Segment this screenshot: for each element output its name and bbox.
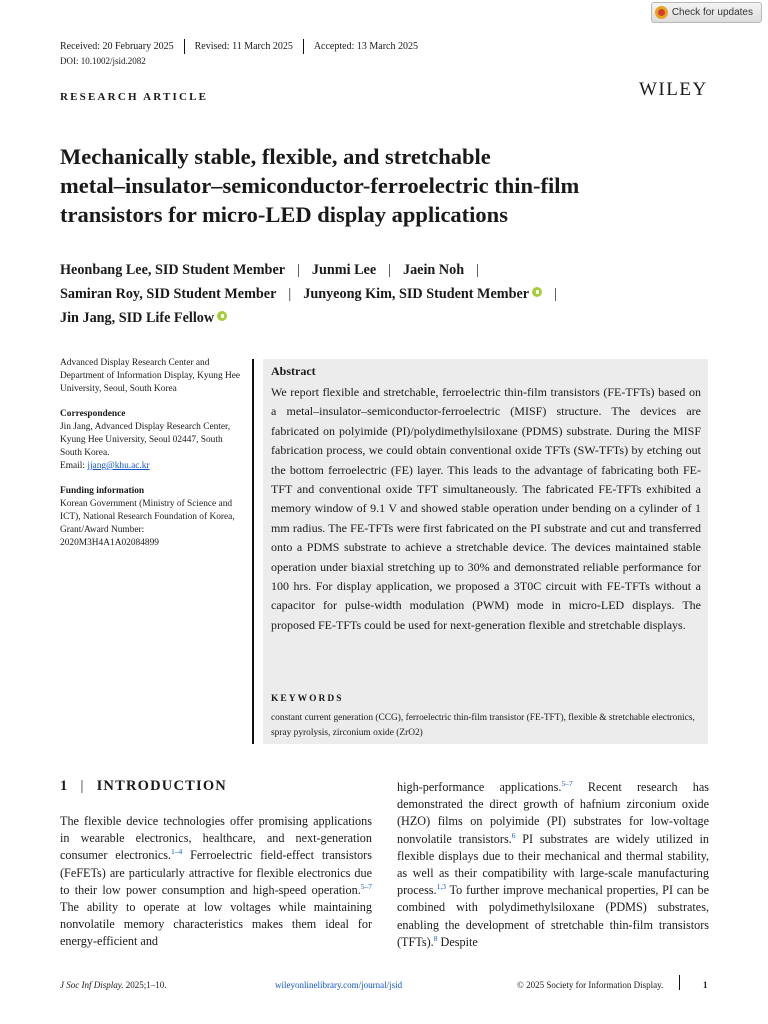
footer-citation — [60, 980, 167, 990]
author[interactable]: Jin Jang, SID Life Fellow — [60, 310, 215, 326]
citation-link[interactable]: 1,3 — [436, 882, 446, 892]
footer-divider — [679, 975, 680, 990]
text-run: PI substrates are widely utilized in flexible displays due to their mechanical and thermal stability, as well as their compatibility with large-scale manufacturing process. — [397, 831, 709, 898]
title-line: transistors for micro-LED display applications — [60, 202, 508, 227]
author[interactable]: Jaein Noh — [402, 262, 465, 278]
orcid-icon[interactable] — [532, 287, 542, 297]
author-list: Heonbang Lee, SID Student Member | Junmi Lee | Jaein Noh | Samiran Roy, SID Student Member | Junyeong Kim, SID Student Member | Jin Jang, SID Life Fellow — [60, 262, 557, 326]
email-label: Email: — [60, 461, 85, 471]
email-link[interactable]: jjang@khu.ac.kr — [87, 461, 150, 471]
author[interactable]: Heonbang Lee, SID Student Member — [60, 262, 286, 278]
intro-left-column — [60, 813, 372, 951]
publisher-logo: WILEY — [639, 79, 708, 100]
funding-heading: Funding information — [60, 486, 145, 496]
text-run: The flexible device technologies offer promising applications in wearable electronics, healthcare, and next-generation consumer electronics. — [60, 814, 372, 863]
accepted-date: Accepted: 13 March 2025 — [313, 41, 418, 52]
paper-title — [60, 142, 700, 229]
keywords-heading: KEYWORDS — [271, 694, 344, 704]
check-for-updates-label: Check for updates — [671, 7, 753, 18]
footer-url[interactable]: wileyonlinelibrary.com/journal/jsid — [275, 980, 403, 990]
article-type: RESEARCH ARTICLE — [60, 91, 209, 103]
footer-journal: J Soc Inf Display. — [60, 980, 124, 990]
revised-date: Revised: 11 March 2025 — [194, 41, 293, 52]
section-heading: 1 | INTRODUCTION — [60, 778, 227, 794]
doi: DOI: 10.1002/jsid.2082 — [60, 56, 146, 66]
text-run: To further improve mechanical properties, PI can be combined with polydimethylsiloxane (PDMS) substrates, enabling the development of stretchable thin-film transistors (TFTs). — [397, 883, 709, 949]
text-run: high-performance applications. — [397, 780, 562, 794]
correspondence-heading: Correspondence — [60, 409, 126, 419]
check-for-updates-button[interactable] — [651, 2, 762, 23]
funding-text: Korean Government (Ministry of Science and ICT), National Research Foundation of Korea, Grant/Award Number: 2020M3H4A1A02084899 — [60, 499, 235, 548]
text-run: Despite — [437, 934, 478, 949]
author[interactable]: Junyeong Kim, SID Student Member — [303, 286, 530, 302]
page-number: 1 — [703, 980, 708, 990]
section-number: 1 — [60, 778, 69, 794]
text-run: Ferroelectric field-effect transistors (FeFETs) are particularly attractive for flexible electronics due to their low power consumption and high-speed operation. — [60, 848, 372, 897]
email-line — [60, 460, 245, 473]
title-line: Mechanically stable, flexible, and stretchable — [60, 144, 491, 169]
title-line: metal–insulator–semiconductor-ferroelectric thin-film — [60, 173, 580, 198]
received-date: Received: 20 February 2025 — [60, 41, 174, 52]
paragraph — [397, 779, 709, 951]
author[interactable]: Junmi Lee — [311, 262, 377, 278]
paragraph — [60, 813, 372, 951]
sidebar-info — [60, 357, 245, 550]
text-run: The ability to operate at low voltages while maintaining nonvolatile memory characteristics makes them ideal for energy-efficient and — [60, 900, 372, 949]
citation-link[interactable]: 5–7 — [360, 881, 372, 891]
citation-link[interactable]: 6 — [511, 830, 516, 840]
citation-link[interactable]: 5–7 — [561, 778, 573, 788]
footer-pages: 2025;1–10. — [123, 980, 167, 990]
author[interactable]: Samiran Roy, SID Student Member — [60, 286, 277, 302]
crossmark-icon — [655, 6, 668, 19]
text-run: Recent research has demonstrated the direct growth of hafnium zirconium oxide (HZO) films on polyimide (PI) substrates for low-voltage nonvolatile transistors. — [397, 780, 709, 846]
intro-right-column — [397, 779, 709, 951]
correspondence-text: Jin Jang, Advanced Display Research Center, Kyung Hee University, Seoul 02447, South South Korea. — [60, 422, 231, 458]
abstract-heading: Abstract — [271, 364, 316, 378]
date-divider — [184, 39, 185, 54]
abstract-rule — [252, 359, 254, 744]
citation-link[interactable]: 1–4 — [171, 847, 183, 857]
keywords-text: constant current generation (CCG), ferroelectric thin-film transistor (FE-TFT), flexible & stretchable electronics, spray pyrolysis, zirconium oxide (ZrO2) — [271, 713, 695, 738]
affiliation: Advanced Display Research Center and Department of Information Display, Kyung Hee University, Seoul, South Korea — [60, 358, 241, 394]
orcid-icon[interactable] — [217, 311, 227, 321]
abstract-text: We report flexible and stretchable, ferroelectric thin-film transistors (FE-TFTs) based on a metal–insulator–semiconductor-ferroelectric (MISF) structure. The devices are fabricated on polyimide (PI)/polydimethylsiloxane (PDMS) substrate. During the MISF fabrication process, we could obtain conventional oxide TFTs (SW-TFTs) by etching out the bottom ferroelectric (FE) layer. This leads to the advantage of fabricating both FE-TFT and conventional oxide TFT simultaneously. The fabricated FE-TFTs exhibited a memory window of 9.1 V and showed stable operation under bending on a cylinder of 1 mm radius. The FE-TFTs were first fabricated on the PI substrate and cut and transferred onto a PDMS substrate to achieve a stretchable device. The devices maintained stable operation under biaxial stretching up to 30% and demonstrated reliable performance for 100 hrs. For display application, we proposed a 3T0C circuit with FE-TFTs without a capacitor for pulse-width modulation (PWM) mode in micro-LED displays. The proposed FE-TFTs could be used for next-generation flexible and stretchable displays. — [271, 385, 701, 632]
date-divider — [303, 39, 304, 54]
article-dates — [60, 39, 418, 54]
section-title: INTRODUCTION — [96, 778, 227, 794]
citation-link[interactable]: 8 — [433, 933, 438, 943]
footer-copyright: © 2025 Society for Information Display. — [517, 980, 664, 990]
